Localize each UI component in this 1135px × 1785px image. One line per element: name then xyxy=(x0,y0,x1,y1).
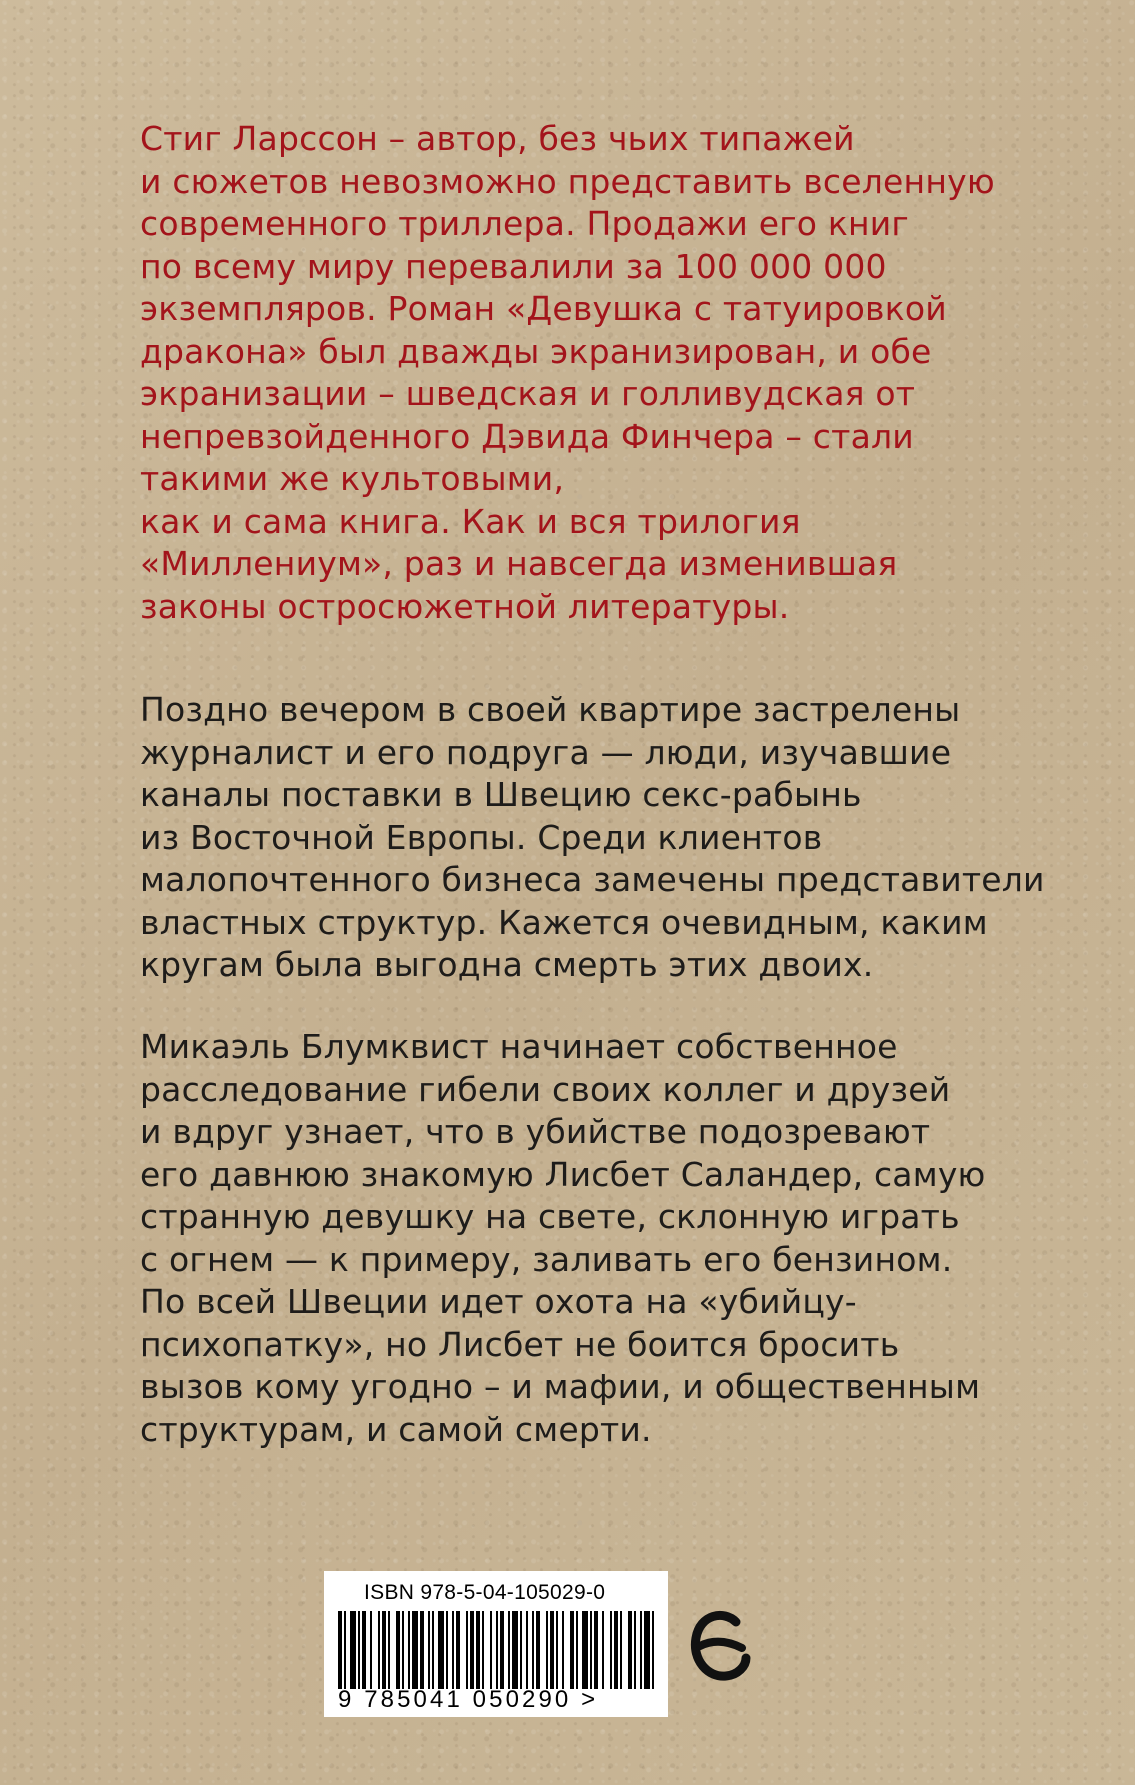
text-line: каналы поставки в Швецию секс-рабынь xyxy=(140,775,862,814)
isbn-text: ISBN 978-5-04-105029-0 xyxy=(364,1581,606,1604)
text-line: современного триллера. Продажи его книг xyxy=(140,204,909,243)
synopsis-paragraph-2 xyxy=(140,1026,1080,1451)
text-line: законы остросюжетной литературы. xyxy=(140,586,790,626)
eksmo-logo-icon xyxy=(686,1600,756,1690)
text-line: кругам была выгодна смерть этих двоих. xyxy=(140,945,874,984)
text-line: и сюжетов невозможно представить вселенную xyxy=(140,161,995,201)
text-line: Стиг Ларссон – автор, без чьих типажей xyxy=(140,119,855,158)
text-line: психопатку», но Лисбет не боится бросить xyxy=(140,1324,900,1364)
text-line: структурам, и самой смерти. xyxy=(140,1409,652,1449)
text-line: странную девушку на свете, склонную играть xyxy=(140,1197,960,1236)
barcode-label xyxy=(324,1571,668,1717)
text-line: и вдруг узнает, что в убийстве подозревают xyxy=(140,1112,931,1151)
text-line: властных структур. Кажется очевидным, каким xyxy=(140,902,988,942)
text-line: с огнем — к примеру, заливать его бензином. xyxy=(140,1239,953,1279)
text-line: малопочтенного бизнеса замечены представители xyxy=(140,860,1045,899)
text-line: расследование гибели своих коллег и друзей xyxy=(140,1069,951,1109)
barcode-icon xyxy=(338,1611,654,1689)
text-line: дракона» был дважды экранизирован, и обе xyxy=(140,331,932,371)
text-line: по всему миру перевалили за 100 000 000 xyxy=(140,246,887,286)
text-line: По всей Швеции идет охота на «убийцу- xyxy=(140,1282,857,1321)
text-line: вызов кому угодно – и мафии, и общественным xyxy=(140,1367,981,1406)
text-line: его давнюю знакомую Лисбет Саландер, самую xyxy=(140,1154,986,1194)
text-line: экранизации – шведская и голливудская от xyxy=(140,374,916,413)
text-line: журналист и его подруга — люди, изучавшие xyxy=(140,732,952,772)
text-line: как и сама книга. Как и вся трилогия xyxy=(140,501,801,541)
text-line: экземпляров. Роман «Девушка с татуировкой xyxy=(140,289,947,328)
barcode-digits: 9 785041 050290 > xyxy=(338,1686,599,1713)
synopsis-paragraph-1 xyxy=(140,689,1080,987)
text-line: непревзойденного Дэвида Финчера – стали xyxy=(140,416,914,456)
text-line: такими же культовыми, xyxy=(140,459,565,498)
text-line: «Миллениум», раз и навсегда изменившая xyxy=(140,544,898,583)
text-line: Поздно вечером в своей квартире застрелены xyxy=(140,690,961,729)
text-line: Микаэль Блумквист начинает собственное xyxy=(140,1027,898,1066)
text-line: из Восточной Европы. Среди клиентов xyxy=(140,817,823,857)
author-blurb xyxy=(140,118,1080,628)
